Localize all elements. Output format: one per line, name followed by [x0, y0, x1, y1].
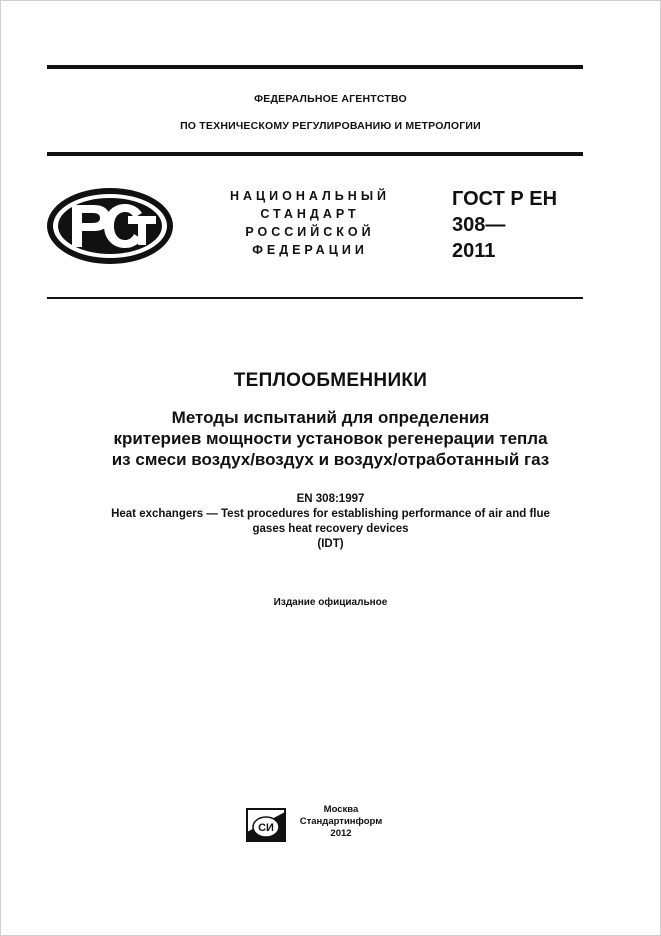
subtitle-line-2: критериев мощности установок регенерации тепла: [113, 429, 548, 448]
standartinform-logo-icon: [246, 808, 286, 842]
publisher-city: Москва: [323, 804, 359, 815]
national-line-2: СТАНДАРТ: [260, 207, 360, 221]
designation-line-1: ГОСТ Р ЕН: [452, 188, 558, 210]
subtitle-line-1: Методы испытаний для определения: [171, 408, 490, 427]
publisher-imprint: [296, 804, 386, 840]
national-line-4: ФЕДЕРАЦИИ: [252, 243, 368, 257]
designation-line-3: 2011: [452, 240, 496, 262]
national-standard-title: [210, 187, 410, 259]
edition-note: Издание официальное: [273, 597, 388, 608]
title-rule: [47, 297, 583, 299]
en-degree: (IDT): [317, 538, 344, 550]
standard-designation: [452, 186, 592, 264]
svg-text:СИ: СИ: [258, 822, 274, 834]
document-subtitle: [0, 407, 661, 470]
rst-logo-icon: [44, 185, 176, 267]
designation-line-2: 308—: [452, 214, 506, 236]
en-title-line-1: Heat exchangers — Test procedures for establishing performance of air and flue: [111, 508, 550, 520]
publisher-year: 2012: [330, 828, 352, 839]
en-title-line-2: gases heat recovery devices: [252, 523, 409, 535]
en-reference: [0, 492, 661, 552]
en-code: EN 308:1997: [296, 493, 365, 505]
national-line-3: РОССИЙСКОЙ: [245, 225, 375, 239]
agency-line-2: ПО ТЕХНИЧЕСКОМУ РЕГУЛИРОВАНИЮ И МЕТРОЛОГИИ: [180, 120, 481, 132]
publisher-name: Стандартинформ: [299, 816, 383, 827]
header-rule: [47, 152, 583, 156]
subtitle-line-3: из смеси воздух/воздух и воздух/отработанный газ: [111, 450, 550, 469]
agency-line-1: ФЕДЕРАЛЬНОЕ АГЕНТСТВО: [254, 93, 407, 105]
national-line-1: НАЦИОНАЛЬНЫЙ: [229, 189, 391, 203]
top-rule: [47, 65, 583, 69]
document-title: ТЕПЛООБМЕННИКИ: [233, 370, 428, 391]
